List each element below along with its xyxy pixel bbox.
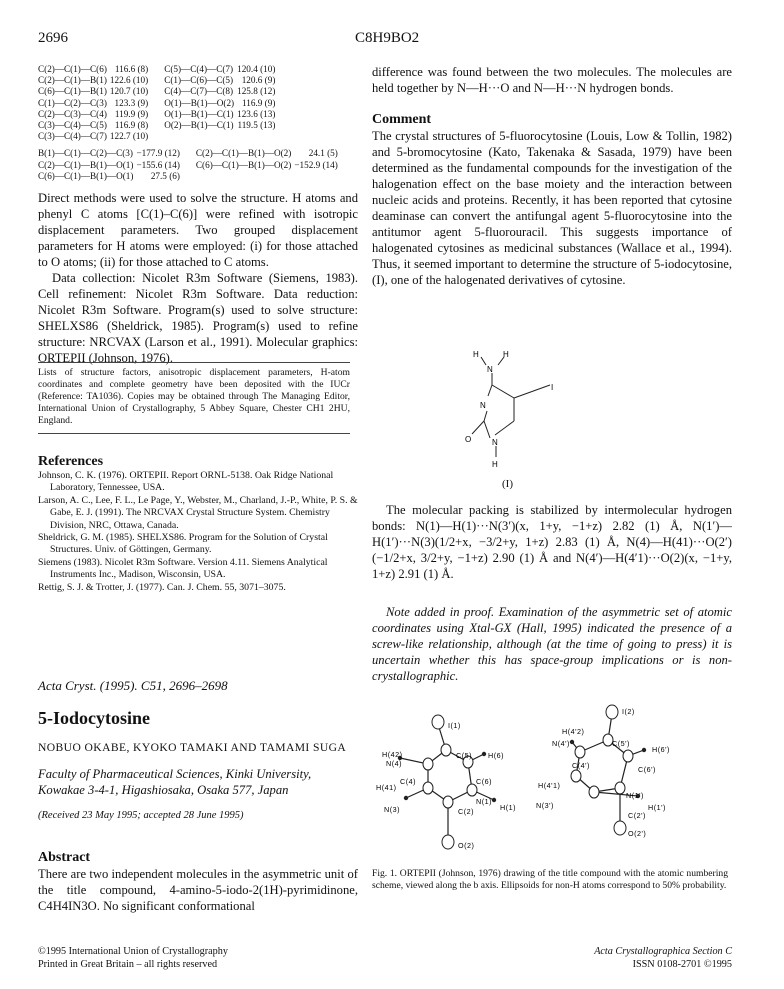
atom-label: N <box>487 365 493 374</box>
atom-label: N(3) <box>384 805 400 814</box>
table-cell: C(2)—C(1)—C(6) <box>38 64 107 74</box>
atom-label: H(6) <box>488 751 504 760</box>
atom-label: H(4'1) <box>538 781 561 790</box>
references-section <box>38 454 358 594</box>
atom-label: C(4') <box>572 761 590 770</box>
atom-label: H <box>473 350 479 359</box>
abstract-heading: Abstract <box>38 850 91 865</box>
packing-paragraph: The molecular packing is stabilized by intermolecular hydrogen bonds: N(1)—H(1)···N(3′)(x, 1+y, −1+z) 2.82 (1) Å, N(1′)—H(1′)···N(3)(1/2+x, −3/2+y, 1+z) 2.83 (1) Å, N(4)—H(41)···O(2′)(−1/2+x, 3/2+y, −1+z) 2.90 (1) Å and N(4′)—H(4′1)···O(2)(x, −1+y, 1+z) 2.91 (1) Å. <box>372 503 732 581</box>
reference-item: Johnson, C. K. (1976). ORTEPII. Report ORNL-5138. Oak Ridge National Laboratory, Tennessee, USA. <box>38 470 334 494</box>
atom-label: I(2) <box>622 707 635 716</box>
footer-issn: ISSN 0108-2701 ©1995 <box>632 958 732 970</box>
table-cell: C(3)—C(4)—C(7) <box>38 131 107 142</box>
table-row <box>38 120 278 131</box>
table-cell: C(3)—C(4)—C(5) <box>38 120 107 131</box>
bond-angle-table <box>38 64 278 142</box>
table-row <box>38 148 341 159</box>
table-cell: C(6)—C(1)—B(1)—O(2) <box>195 159 292 170</box>
table-cell: C(4)—C(7)—C(8) <box>164 86 234 97</box>
atom-label: H(6') <box>652 745 670 754</box>
table-cell: O(1)—B(1)—C(1) <box>164 108 234 119</box>
experimental-text <box>38 190 358 366</box>
atom-label: C(2) <box>458 807 474 816</box>
table-cell: −177.9 (12) <box>136 148 180 159</box>
atom-label: C(2') <box>628 811 646 820</box>
table-cell: −152.9 (14) <box>294 159 338 170</box>
table-cell: 116.6 (8) <box>114 64 149 74</box>
table-cell <box>294 171 340 182</box>
atom-label: H(1') <box>648 803 666 812</box>
comment-text: The crystal structures of 5-fluorocytosine (Louis, Low & Tollin, 1982) and 5-bromocytosine (Kato, Takenaka & Sasada, 1979) have been determined as the fundamental compounds for the investigation of the halogenation effect on the base moiety and the interaction between nucleic acids and proteins. Recently, it has been reported that cytosine deaminase can convert the antifungal agent 5-fluorocytosine into the antitumor agent 5-fluorouracil. This suggests importance of halogenated cytosines as medicinal substances (Wallace et al., 1994). Thus, it seemed important to determine the structure of 5-iodocytosine, (I), one of the halogenated derivatives of cytosine. <box>372 129 732 287</box>
atom-label: I <box>551 383 554 392</box>
table-cell: 122.6 (10) <box>109 75 149 86</box>
article-title: 5-Iodocytosine <box>38 708 150 728</box>
table-cell <box>237 131 278 142</box>
atom-label: N(1) <box>476 797 492 806</box>
reference-item: Sheldrick, G. M. (1985). SHELXS86. Program for the Solution of Crystal Structures. Univ. of Göttingen, Germany. <box>38 532 328 556</box>
table-cell: C(6)—C(1)—B(1)—O(1) <box>38 170 134 181</box>
table-cell: −155.6 (14) <box>136 159 180 170</box>
table-cell: O(1)—B(1)—O(2) <box>164 97 235 108</box>
table-cell: 119.5 (13) <box>237 120 276 131</box>
journal-footer <box>372 946 732 971</box>
atom-label: C(6') <box>638 765 656 774</box>
atom-label: H(42) <box>382 750 403 759</box>
divider <box>38 433 350 434</box>
table-cell: 120.4 (10) <box>237 64 276 74</box>
table-row <box>38 160 341 171</box>
table-cell: 24.1 (5) <box>308 148 338 159</box>
atom-label: C(6) <box>476 777 492 786</box>
article-head <box>38 678 358 914</box>
atom-label: C(5) <box>456 751 472 760</box>
atom-label: N(1') <box>626 791 644 800</box>
packing-text <box>372 502 732 582</box>
table-cell: 27.5 (6) <box>150 170 180 181</box>
table-row <box>38 64 278 75</box>
running-formula: C8H9BO2 <box>355 30 420 46</box>
journal-citation: Acta Cryst. (1995). C51, 2696–2698 <box>38 678 228 693</box>
table-cell: 120.6 (9) <box>241 75 276 86</box>
table-cell: 116.9 (9) <box>242 97 276 108</box>
table-cell <box>164 131 237 142</box>
table-cell: C(5)—C(4)—C(7) <box>164 64 234 74</box>
table-cell <box>196 171 294 182</box>
table-cell: 123.6 (13) <box>237 108 276 119</box>
table-cell: 120.7 (10) <box>109 86 149 97</box>
copyright: ©1995 International Union of Crystallography <box>38 946 228 957</box>
atom-label: C(4) <box>400 777 416 786</box>
table-row <box>38 131 278 142</box>
deposit-box <box>38 362 350 434</box>
table-cell: C(6)—C(1)—B(1) <box>38 86 107 97</box>
printed-notice: Printed in Great Britain – all rights reserved <box>38 958 218 970</box>
torsion-angle-table <box>38 148 341 182</box>
affiliation: Faculty of Pharmaceutical Sciences, Kinki University, Kowakae 3-4-1, Higashiosaka, Osaka 577, Japan <box>38 767 312 797</box>
table-cell: 119.9 (9) <box>114 108 149 119</box>
table-cell: C(2)—C(1)—B(1)—O(1) <box>38 159 134 170</box>
authors: NOBUO OKABE, KYOKO TAMAKI AND TAMAMI SUGA <box>38 741 347 754</box>
table-cell: 122.7 (10) <box>109 131 149 142</box>
abstract-text: There are two independent molecules in the asymmetric unit of the title compound, 4-amino-5-iodo-2(1H)-pyrimidinone, C4H4IN3O. No significant conformational <box>38 867 358 913</box>
table-cell: C(2)—C(3)—C(4) <box>38 108 107 119</box>
table-cell: 116.9 (8) <box>114 120 149 131</box>
atom-label: N(4') <box>552 739 570 748</box>
copyright-block <box>38 946 358 971</box>
table-cell: C(2)—C(1)—B(1)—O(2) <box>195 148 292 159</box>
software-paragraph: Data collection: Nicolet R3m Software (Siemens, 1983). Cell refinement: Nicolet R3m Software. Data reduction: Nicolet R3m Software. Program(s) used to solve structure: SHELXS86 (Sheldrick, 1985). Program(s) used to refine structure: NRCVAX (Larson et al., 1991). Molecular graphics: ORTEPII (Johnson, 1976). <box>38 271 358 365</box>
table-row <box>38 75 278 86</box>
caption-text: Fig. 1. ORTEPII (Johnson, 1976) drawing of the title compound with the atomic numbering scheme, viewed along the b axis. Ellipsoids for non-H atoms correspond to 50% probability. <box>372 868 728 891</box>
reference-item: Siemens (1983). Nicolet R3m Software. Version 4.11. Siemens Analytical Instruments Inc., Madison, Wisconsin, USA. <box>38 556 328 581</box>
geometry-table <box>38 64 358 182</box>
note-in-proof: Note added in proof. Examination of the asymmetric set of atomic coordinates using Xtal-GX (Hall, 1995) indicated the presence of a screw-like relationship, although (at the time of going to press) it is uncertain whether this has space-group implications or is non-crystallographic. <box>372 605 732 683</box>
compound-scheme <box>440 343 590 493</box>
atom-label: O <box>465 435 472 444</box>
table-row <box>38 109 278 120</box>
atom-label: I(1) <box>448 721 461 730</box>
page-number: 2696 <box>38 30 68 46</box>
figure-caption <box>372 868 728 892</box>
atom-label: O(2) <box>458 841 475 850</box>
atom-label: N(3') <box>536 801 554 810</box>
divider <box>38 362 350 363</box>
comment-heading: Comment <box>372 112 432 127</box>
atom-label: N <box>480 401 486 410</box>
atom-label: H <box>503 350 509 359</box>
atom-label: H(4'2) <box>562 727 585 736</box>
atom-label: O(2') <box>628 829 647 838</box>
table-row <box>38 86 278 97</box>
atom-label: C(5') <box>612 739 630 748</box>
reference-item: Larson, A. C., Lee, F. L., Le Page, Y., Webster, M., Charland, J.-P., White, P. S. & Gabe, E. J. (1991). The NRCVAX Crystal Structure System. Chemistry Division, NRC, Ottawa, Canada. <box>38 494 358 531</box>
table-cell: 123.3 (9) <box>114 97 149 108</box>
table-row <box>38 171 341 182</box>
compound-label: (I) <box>502 478 513 490</box>
received-dates: (Received 23 May 1995; accepted 28 June 1995) <box>38 810 244 821</box>
table-cell: C(1)—C(2)—C(3) <box>38 97 107 108</box>
atom-label: H(1) <box>500 803 516 812</box>
table-cell: O(2)—B(1)—C(1) <box>164 120 234 131</box>
references-heading: References <box>38 454 104 469</box>
right-intro <box>372 64 732 288</box>
table-cell: 125.8 (12) <box>237 86 276 97</box>
method-paragraph: Direct methods were used to solve the structure. H atoms and phenyl C atoms [C(1)–C(6)] were refined with isotropic displacement parameters. Two grouped displacement parameters for H atoms were employed: (i) for those attached to O atoms; (ii) for those attached to C atoms. <box>38 191 358 269</box>
footer-journal: Acta Crystallographica Section C <box>594 946 732 957</box>
note-text <box>372 604 732 684</box>
table-cell: C(2)—C(1)—B(1) <box>38 75 107 86</box>
atom-label: H(41) <box>376 783 397 792</box>
table-cell: C(1)—C(6)—C(5) <box>164 75 234 86</box>
reference-item: Rettig, S. J. & Trotter, J. (1977). Can. J. Chem. 55, 3071–3075. <box>38 581 286 593</box>
abstract-continued: difference was found between the two molecules. The molecules are held together by N—H···O and N—H···N hydrogen bonds. <box>372 65 732 95</box>
deposit-note: Lists of structure factors, anisotropic displacement parameters, H-atom coordinates and complete geometry have been deposited with the IUCr (Reference: TA1036). Copies may be obtained through The Managing Editor, International Union of Crystallography, 5 Abbey Square, Chester CH1 2HU, England. <box>38 367 350 426</box>
atom-label: H <box>492 460 498 469</box>
table-cell: B(1)—C(1)—C(2)—C(3) <box>38 148 133 159</box>
atom-label: N(4) <box>386 759 402 768</box>
atom-label: N <box>492 438 498 447</box>
ortep-figure <box>376 700 716 860</box>
table-row <box>38 98 278 109</box>
